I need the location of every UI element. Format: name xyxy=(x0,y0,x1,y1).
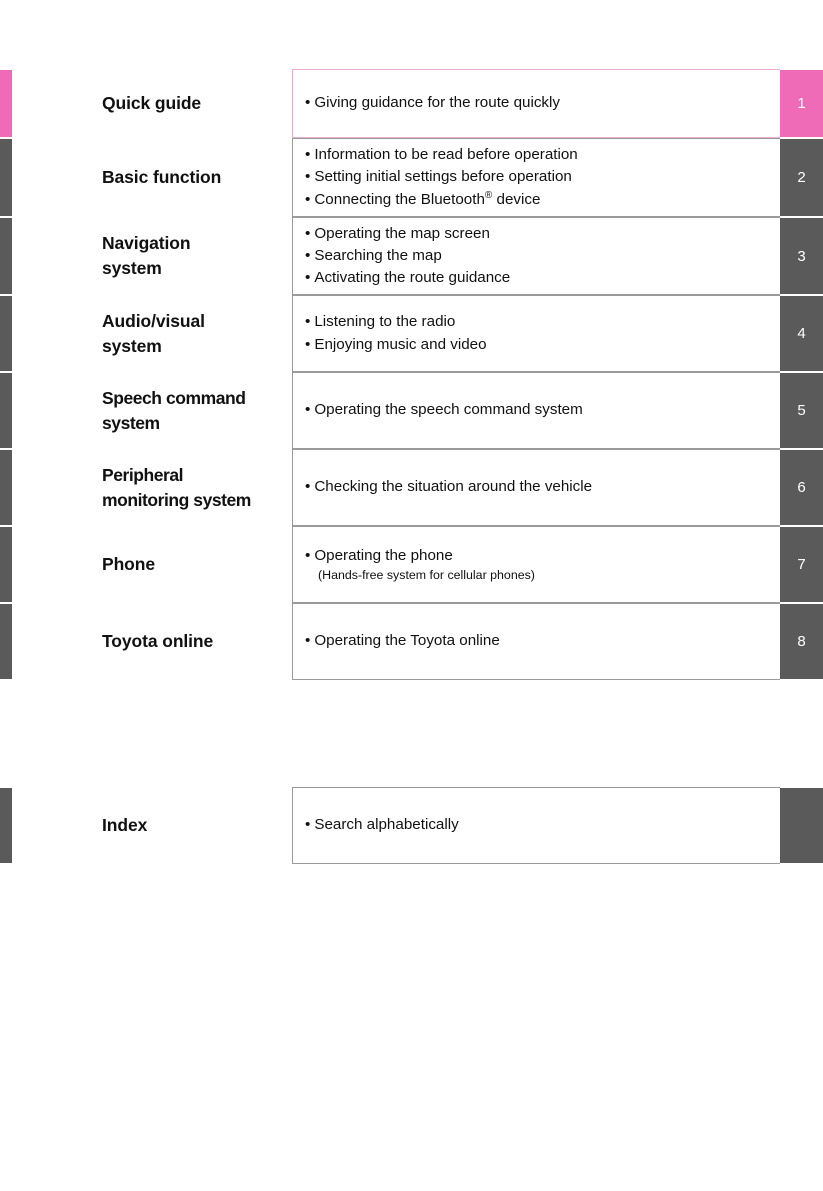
accent-column xyxy=(0,449,80,526)
bullet-icon: • xyxy=(305,168,311,186)
list-item-text: Activating the route guidance xyxy=(314,269,511,287)
toc-row-index[interactable] xyxy=(0,787,823,864)
chapter-tab-number[interactable]: 6 xyxy=(780,450,823,525)
list-item-text: Enjoying music and video xyxy=(314,335,487,353)
list-item xyxy=(305,630,770,652)
accent-bar-gray xyxy=(0,527,12,602)
bullet-icon: • xyxy=(305,335,311,353)
bullet-icon: • xyxy=(305,246,311,264)
chapter-tab-cell[interactable] xyxy=(780,526,823,603)
bullet-icon: • xyxy=(305,478,311,496)
chapter-tab-cell[interactable] xyxy=(780,372,823,449)
bullet-icon: • xyxy=(305,401,311,419)
bullet-icon: • xyxy=(305,190,311,208)
toc-row-speech-command-system[interactable] xyxy=(0,372,823,449)
list-item-text: Checking the situation around the vehicle xyxy=(314,478,593,496)
chapter-title xyxy=(102,386,245,436)
list-item-text: Searching the map xyxy=(314,246,442,264)
chapter-title-cell xyxy=(80,138,292,217)
toc-row-audio-visual-system[interactable] xyxy=(0,295,823,372)
list-item-subtext: (Hands-free system for cellular phones) xyxy=(318,568,535,583)
toc-row-quick-guide[interactable] xyxy=(0,69,823,138)
chapter-tab-number[interactable]: 2 xyxy=(780,139,823,216)
list-item xyxy=(305,311,770,333)
list-item-text: Giving guidance for the route quickly xyxy=(314,94,560,112)
chapter-description-cell xyxy=(292,787,780,864)
bullet-icon: • xyxy=(305,313,311,331)
chapter-tab-number[interactable]: 5 xyxy=(780,373,823,448)
list-item xyxy=(305,223,770,245)
chapter-title: Index xyxy=(102,815,148,836)
list-item-text: Operating the phone xyxy=(314,547,453,565)
toc-row-toyota-online[interactable] xyxy=(0,603,823,680)
toc-row-basic-function[interactable] xyxy=(0,138,823,217)
accent-column xyxy=(0,295,80,372)
chapter-tab-number[interactable] xyxy=(780,788,823,863)
bullet-icon: • xyxy=(305,632,311,650)
list-item xyxy=(305,814,770,836)
chapter-title: Toyota online xyxy=(102,631,214,652)
accent-column xyxy=(0,787,80,864)
chapter-tab-cell[interactable] xyxy=(780,217,823,295)
chapter-description-cell xyxy=(292,603,780,680)
list-item xyxy=(305,399,770,421)
chapter-title-line1: Peripheral xyxy=(102,464,184,485)
chapter-title xyxy=(102,463,251,513)
chapter-tab-number[interactable]: 1 xyxy=(780,70,823,137)
chapter-title-cell xyxy=(80,372,292,449)
list-item-text: Search alphabetically xyxy=(314,816,459,834)
chapter-title-line2: system xyxy=(102,258,162,278)
chapter-title: Quick guide xyxy=(102,93,202,114)
toc-row-phone[interactable] xyxy=(0,526,823,603)
list-item xyxy=(305,189,770,211)
chapter-tab-number[interactable]: 3 xyxy=(780,218,823,294)
list-item-text: Connecting the Bluetooth xyxy=(314,190,485,208)
list-item xyxy=(305,476,770,498)
bullet-icon: • xyxy=(305,547,311,565)
bullet-icon: • xyxy=(305,269,311,287)
chapter-description-cell xyxy=(292,372,780,449)
list-item-text: Operating the map screen xyxy=(314,224,490,242)
accent-column xyxy=(0,603,80,680)
chapter-title-line2: system xyxy=(102,412,160,433)
chapter-title-cell xyxy=(80,449,292,526)
accent-bar-gray xyxy=(0,788,12,863)
list-item-text: Setting initial settings before operation xyxy=(314,168,572,186)
bullet-icon: • xyxy=(305,94,311,112)
chapter-title-line1: Speech command xyxy=(102,387,246,408)
chapter-title-cell xyxy=(80,217,292,295)
accent-bar-gray xyxy=(0,373,12,448)
bullet-icon: • xyxy=(305,224,311,242)
chapter-title: Phone xyxy=(102,554,155,575)
bullet-icon: • xyxy=(305,146,311,164)
accent-column xyxy=(0,138,80,217)
list-item-text: Operating the speech command system xyxy=(314,401,583,419)
accent-bar-gray xyxy=(0,296,12,371)
toc-row-navigation-system[interactable] xyxy=(0,217,823,295)
list-item xyxy=(305,92,770,114)
chapter-title-line2: system xyxy=(102,335,162,356)
chapter-title-cell xyxy=(80,295,292,372)
chapter-tab-number[interactable]: 8 xyxy=(780,604,823,679)
chapter-tab-cell[interactable] xyxy=(780,138,823,217)
list-item xyxy=(305,267,770,289)
accent-bar-gray xyxy=(0,218,12,294)
chapter-title-cell xyxy=(80,603,292,680)
accent-bar-gray xyxy=(0,139,12,216)
list-item-text: Information to be read before operation xyxy=(314,146,578,164)
chapter-description-cell xyxy=(292,449,780,526)
chapter-title xyxy=(102,231,190,281)
chapter-tab-cell[interactable] xyxy=(780,449,823,526)
bullet-icon: • xyxy=(305,816,311,834)
chapter-title: Basic function xyxy=(102,167,222,188)
chapter-title-line1: Audio/visual xyxy=(102,310,205,331)
chapter-description-cell xyxy=(292,69,780,138)
chapter-tab-cell[interactable] xyxy=(780,787,823,864)
accent-bar-pink xyxy=(0,70,12,137)
section-spacer xyxy=(0,680,823,787)
chapter-title-cell xyxy=(80,526,292,603)
list-item-text: Operating the Toyota online xyxy=(314,632,500,650)
list-item xyxy=(305,166,770,188)
chapter-description-cell xyxy=(292,526,780,603)
chapter-title-line1: Navigation xyxy=(102,233,191,254)
list-item xyxy=(305,144,770,166)
chapter-tab-cell[interactable] xyxy=(780,295,823,372)
list-item-text-suffix: device xyxy=(492,190,541,208)
accent-column xyxy=(0,526,80,603)
chapter-tab-cell[interactable] xyxy=(780,603,823,680)
accent-column xyxy=(0,372,80,449)
chapter-description-cell xyxy=(292,217,780,295)
list-item xyxy=(305,545,770,567)
list-item xyxy=(305,334,770,356)
chapter-title xyxy=(102,309,205,359)
chapter-tab-number[interactable]: 7 xyxy=(780,527,823,602)
accent-column xyxy=(0,69,80,138)
registered-trademark-icon: ® xyxy=(484,189,493,201)
accent-column xyxy=(0,217,80,295)
accent-bar-gray xyxy=(0,450,12,525)
chapter-tab-number[interactable]: 4 xyxy=(780,296,823,371)
toc-row-peripheral-monitoring-system[interactable] xyxy=(0,449,823,526)
list-item-text: Listening to the radio xyxy=(314,313,456,331)
list-item xyxy=(305,245,770,267)
chapter-title-cell xyxy=(80,69,292,138)
chapter-description-cell xyxy=(292,138,780,217)
chapter-description-cell xyxy=(292,295,780,372)
accent-bar-gray xyxy=(0,604,12,679)
chapter-title-cell xyxy=(80,787,292,864)
chapter-tab-cell[interactable] xyxy=(780,69,823,138)
chapter-title-line2: monitoring system xyxy=(102,489,251,510)
